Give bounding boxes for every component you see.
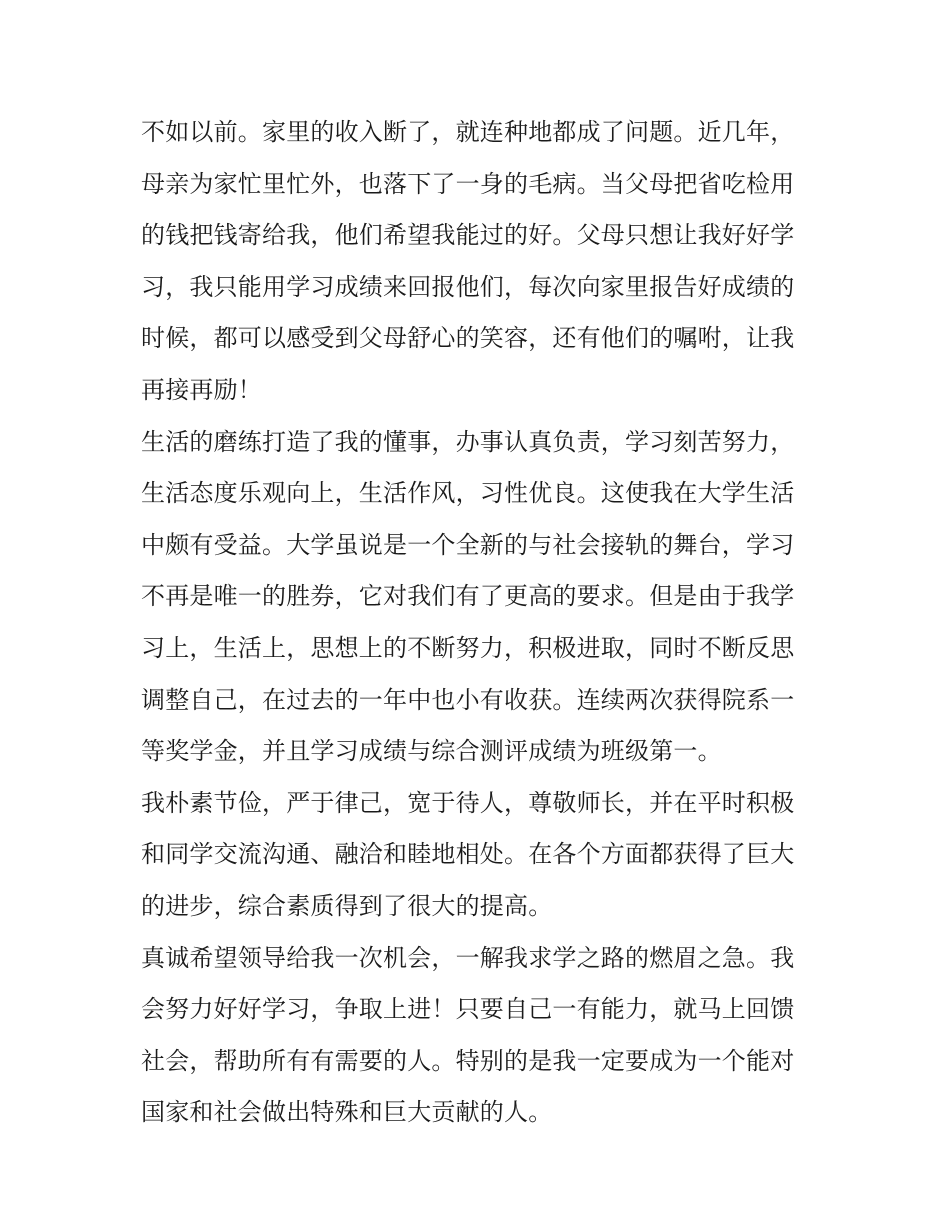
text-line: 会努力好好学习，争取上进！只要自己一有能力，就马上回馈: [141, 995, 795, 1024]
text-line: 不如以前。家里的收入断了，就连种地都成了问题。近几年，: [141, 118, 795, 146]
text-line: 我朴素节俭，严于律己，宽于待人，尊敬师长，并在平时积极: [141, 788, 795, 817]
text-line: 再接再励！: [141, 375, 262, 404]
text-line: 时候，都可以感受到父母舒心的笑容，还有他们的嘱咐，让我: [141, 324, 795, 353]
text-line: 社会，帮助所有有需要的人。特别的是我一定要成为一个能对: [141, 1046, 795, 1075]
text-line: 和同学交流沟通、融洽和睦地相处。在各个方面都获得了巨大: [141, 840, 795, 869]
text-line: 真诚希望领导给我一次机会，一解我求学之路的燃眉之急。我: [141, 943, 795, 972]
text-line: 调整自己，在过去的一年中也小有收获。连续两次获得院系一: [141, 685, 795, 714]
text-line: 国家和社会做出特殊和巨大贡献的人。: [141, 1098, 553, 1127]
text-line: 中颇有受益。大学虽说是一个全新的与社会接轨的舞台，学习: [141, 530, 795, 559]
text-line: 习上，生活上，思想上的不断努力，积极进取，同时不断反思: [141, 633, 795, 662]
text-line: 的钱把钱寄给我，他们希望我能过的好。父母只想让我好好学: [141, 221, 795, 250]
document-body: [141, 107, 813, 1139]
text-line: 不再是唯一的胜券，它对我们有了更高的要求。但是由于我学: [141, 582, 795, 611]
text-line: 母亲为家忙里忙外，也落下了一身的毛病。当父母把省吃检用: [141, 169, 795, 198]
text-line: 生活态度乐观向上，生活作风，习性优良。这使我在大学生活: [141, 479, 795, 508]
text-line: 等奖学金，并且学习成绩与综合测评成绩为班级第一。: [141, 737, 722, 766]
text-line: 的进步，综合素质得到了很大的提高。: [141, 891, 553, 920]
text-line: 习，我只能用学习成绩来回报他们，每次向家里报告好成绩的: [141, 272, 795, 301]
text-line: 生活的磨练打造了我的懂事，办事认真负责，学习刻苦努力，: [141, 427, 795, 456]
